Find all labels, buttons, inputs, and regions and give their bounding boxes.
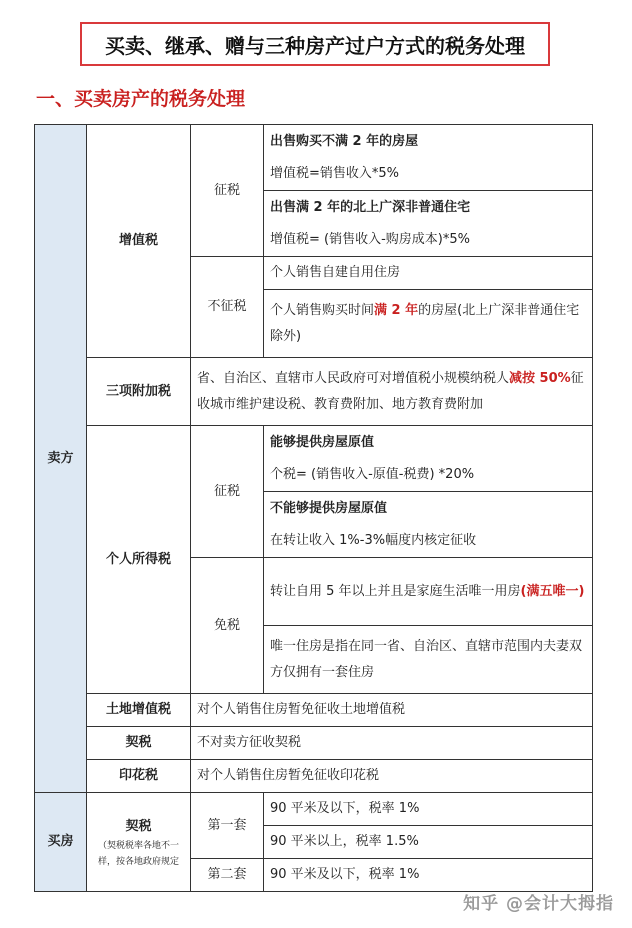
table-row	[35, 426, 593, 459]
iit-case2-head: 不能够提供房屋原值	[264, 492, 593, 525]
surtax-name: 三项附加税	[87, 358, 191, 426]
land-vat-name: 土地增值税	[87, 694, 191, 727]
table-row	[35, 358, 593, 426]
stamp-tax-name: 印花税	[87, 760, 191, 793]
iit-case1-head: 能够提供房屋原值	[264, 426, 593, 459]
second-home-rate1: 90 平米及以下，税率 1%	[264, 859, 593, 892]
seller-label: 卖方	[35, 125, 87, 793]
vat-case2-formula: 增值税= (销售收入-购房成本)*5%	[264, 224, 593, 257]
stamp-tax-text: 对个人销售住房暂免征收印花税	[191, 760, 593, 793]
buyer-deed-tax-note: （契税税率各地不一样，按各地政府规定	[97, 841, 179, 867]
buyer-label: 买房	[35, 793, 87, 892]
table-row	[35, 694, 593, 727]
vat-exempt1: 个人销售自建自用住房	[264, 257, 593, 290]
vat-case1-head: 出售购买不满 2 年的房屋	[264, 125, 593, 158]
table-row	[35, 727, 593, 760]
vat-exempt-label: 不征税	[191, 257, 264, 358]
vat-exempt2: 个人销售购买时间满 2 年的房屋(北上广深非普通住宅除外)	[264, 290, 593, 358]
watermark: 知乎 @会计大拇指	[463, 894, 614, 914]
buyer-deed-tax: 契税 （契税税率各地不一样，按各地政府规定	[87, 793, 191, 892]
iit-name: 个人所得税	[87, 426, 191, 694]
table-row	[35, 760, 593, 793]
table-row	[35, 793, 593, 826]
surtax-text: 省、自治区、直辖市人民政府可对增值税小规模纳税人减按 50%征收城市维护建设税、教育费附加、地方教育费附加	[191, 358, 593, 426]
first-home-label: 第一套	[191, 793, 264, 859]
table-row	[35, 125, 593, 158]
iit-exempt-label: 免税	[191, 558, 264, 694]
vat-case2-head: 出售满 2 年的北上广深非普通住宅	[264, 191, 593, 224]
page-title: 买卖、继承、赠与三种房产过户方式的税务处理	[80, 22, 550, 66]
iit-exempt2: 唯一住房是指在同一省、自治区、直辖市范围内夫妻双方仅拥有一套住房	[264, 626, 593, 694]
second-home-label: 第二套	[191, 859, 264, 892]
vat-name: 增值税	[87, 125, 191, 358]
seller-deed-tax-name: 契税	[87, 727, 191, 760]
vat-levy-label: 征税	[191, 125, 264, 257]
section-title: 一、买卖房产的税务处理	[36, 88, 246, 110]
iit-exempt1: 转让自用 5 年以上并且是家庭生活唯一用房(满五唯一)	[264, 558, 593, 626]
land-vat-text: 对个人销售住房暂免征收土地增值税	[191, 694, 593, 727]
iit-case1-formula: 个税= (销售收入-原值-税费) *20%	[264, 459, 593, 492]
first-home-rate2: 90 平米以上，税率 1.5%	[264, 826, 593, 859]
tax-table	[34, 124, 593, 892]
seller-deed-tax-text: 不对卖方征收契税	[191, 727, 593, 760]
iit-case2-formula: 在转让收入 1%-3%幅度内核定征收	[264, 525, 593, 558]
first-home-rate1: 90 平米及以下，税率 1%	[264, 793, 593, 826]
vat-case1-formula: 增值税=销售收入*5%	[264, 158, 593, 191]
iit-levy-label: 征税	[191, 426, 264, 558]
